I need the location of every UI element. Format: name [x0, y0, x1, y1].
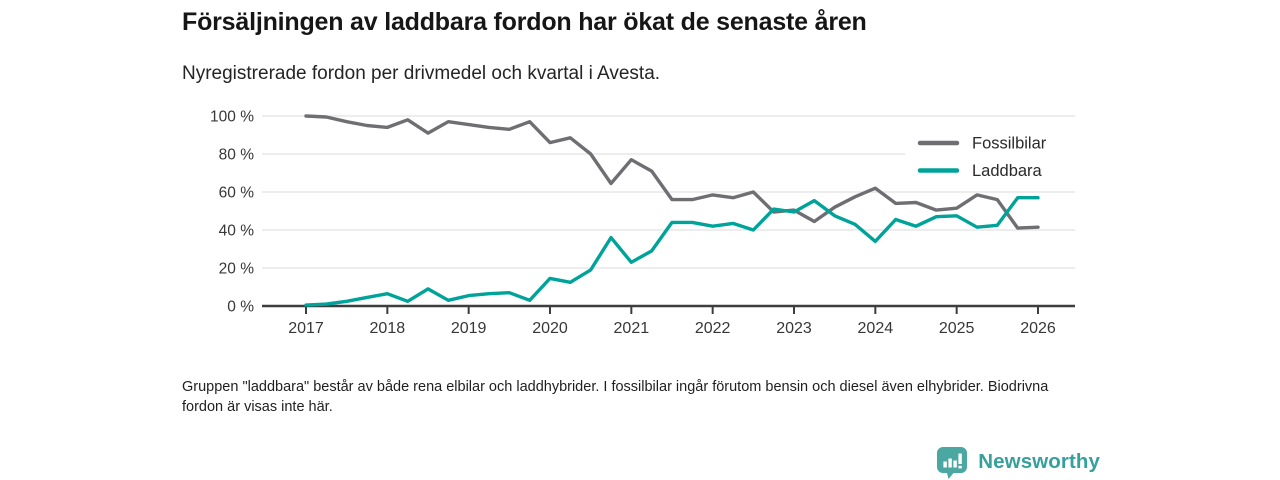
legend-label-fossilbilar: Fossilbilar — [972, 134, 1047, 153]
x-axis-label: 2017 — [288, 320, 324, 337]
y-axis-label: 20 % — [218, 260, 254, 278]
x-axis-label: 2023 — [776, 320, 812, 337]
y-axis-label: 60 % — [218, 184, 254, 202]
newsworthy-brand — [934, 444, 1100, 480]
x-axis-label: 2025 — [938, 320, 975, 337]
chart-footnote: Gruppen "laddbara" består av både rena elbilar och laddhybrider. I fossilbilar ingår förutom bensin och diesel även elhybrider. Biodrivna fordon är visas inte här. — [182, 379, 1049, 415]
page-title: Försäljningen av laddbara fordon har ökat de senaste åren — [182, 8, 867, 36]
x-axis-label: 2024 — [857, 320, 894, 337]
legend-label-laddbara: Laddbara — [972, 162, 1042, 180]
y-axis-label: 40 % — [218, 222, 254, 240]
y-axis-label: 0 % — [227, 298, 254, 316]
x-axis-label: 2026 — [1020, 320, 1056, 337]
line-chart — [0, 95, 1120, 345]
bar-chart-pin-icon — [934, 444, 970, 480]
x-axis-label: 2021 — [613, 320, 650, 337]
y-axis-label: 80 % — [218, 146, 254, 164]
x-axis-label: 2018 — [369, 320, 406, 337]
x-axis-label: 2020 — [532, 320, 568, 337]
y-axis-label: 100 % — [210, 108, 254, 126]
x-axis-label: 2022 — [694, 320, 731, 337]
x-axis-label: 2019 — [450, 320, 487, 337]
chart-subtitle: Nyregistrerade fordon per drivmedel och kvartal i Avesta. — [182, 63, 661, 84]
series-line-laddbara — [306, 198, 1038, 305]
brand-name: Newsworthy — [978, 450, 1100, 473]
